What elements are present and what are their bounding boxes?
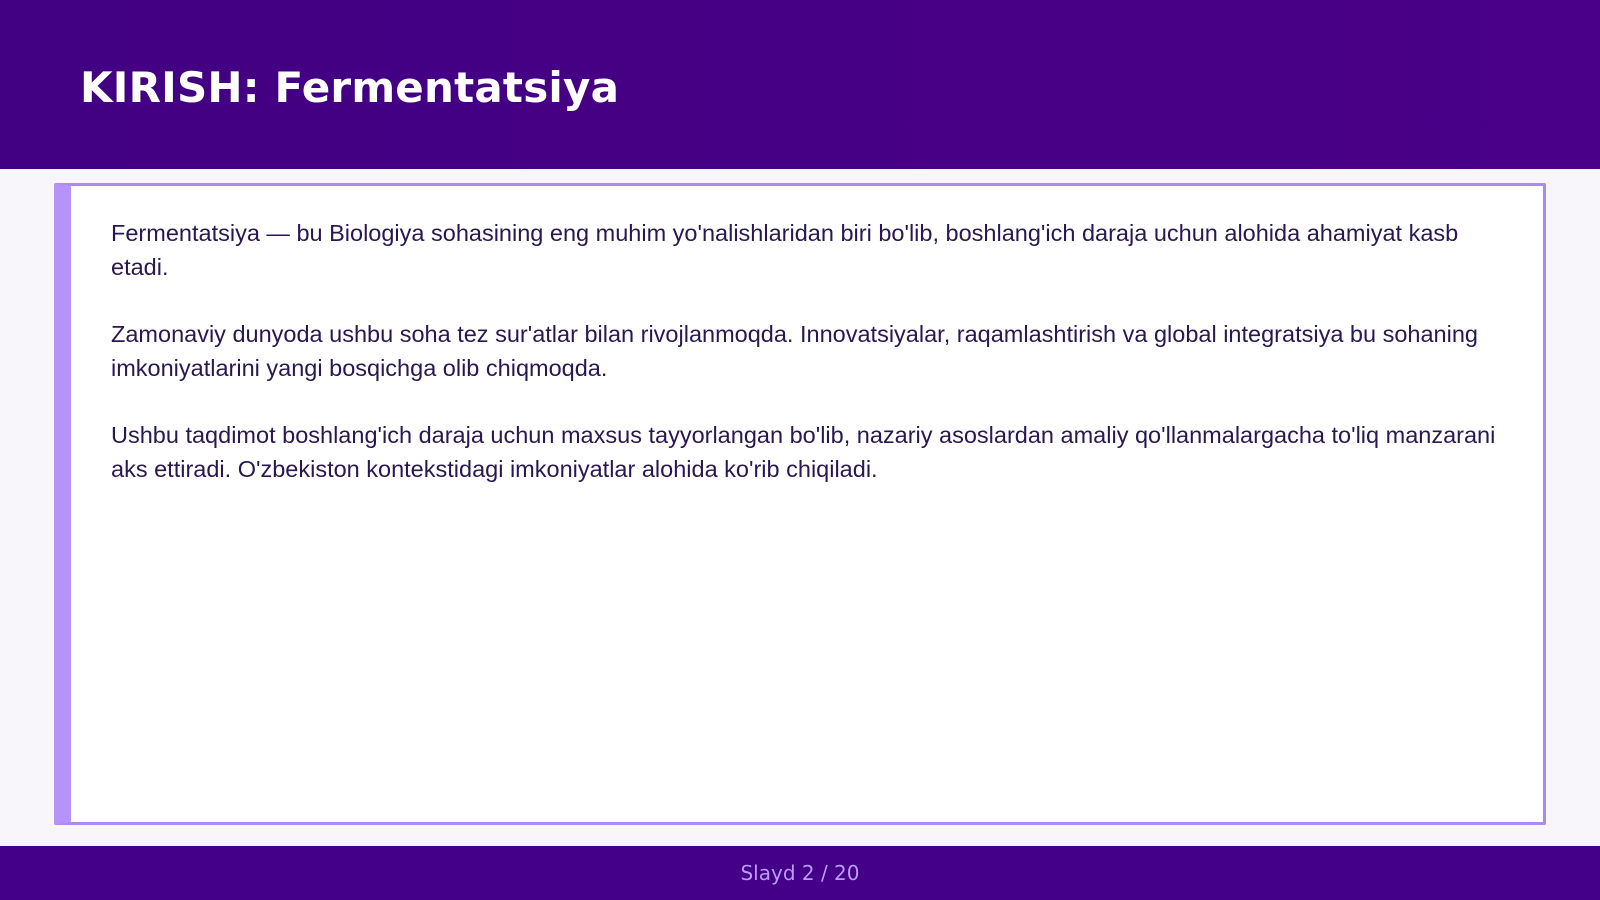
paragraph-list xyxy=(111,216,1511,519)
paragraph: Zamonaviy dunyoda ushbu soha tez sur'atlar bilan rivojlanmoqda. Innovatsiyalar, raqamlashtirish va global integratsiya bu sohaning imkoniyatlarini yangi bosqichga olib chiqmoqda. xyxy=(111,321,1478,381)
slide-footer xyxy=(0,846,1600,900)
content-card xyxy=(54,183,1546,825)
slide-header xyxy=(0,0,1600,169)
paragraph: Fermentatsiya — bu Biologiya sohasining eng muhim yo'nalishlaridan biri bo'lib, boshlang'ich daraja uchun alohida ahamiyat kasb etadi. xyxy=(111,220,1459,280)
paragraph: Ushbu taqdimot boshlang'ich daraja uchun maxsus tayyorlangan bo'lib, nazariy asoslardan amaliy qo'llanmalargacha to'liq manzarani aks ettiradi. O'zbekiston kontekstidagi imkoniyatlar alohida ko'rib chiqiladi. xyxy=(111,422,1496,482)
slide-counter: Slayd 2 / 20 xyxy=(740,861,860,885)
slide-title: KIRISH: Fermentatsiya xyxy=(80,63,620,112)
